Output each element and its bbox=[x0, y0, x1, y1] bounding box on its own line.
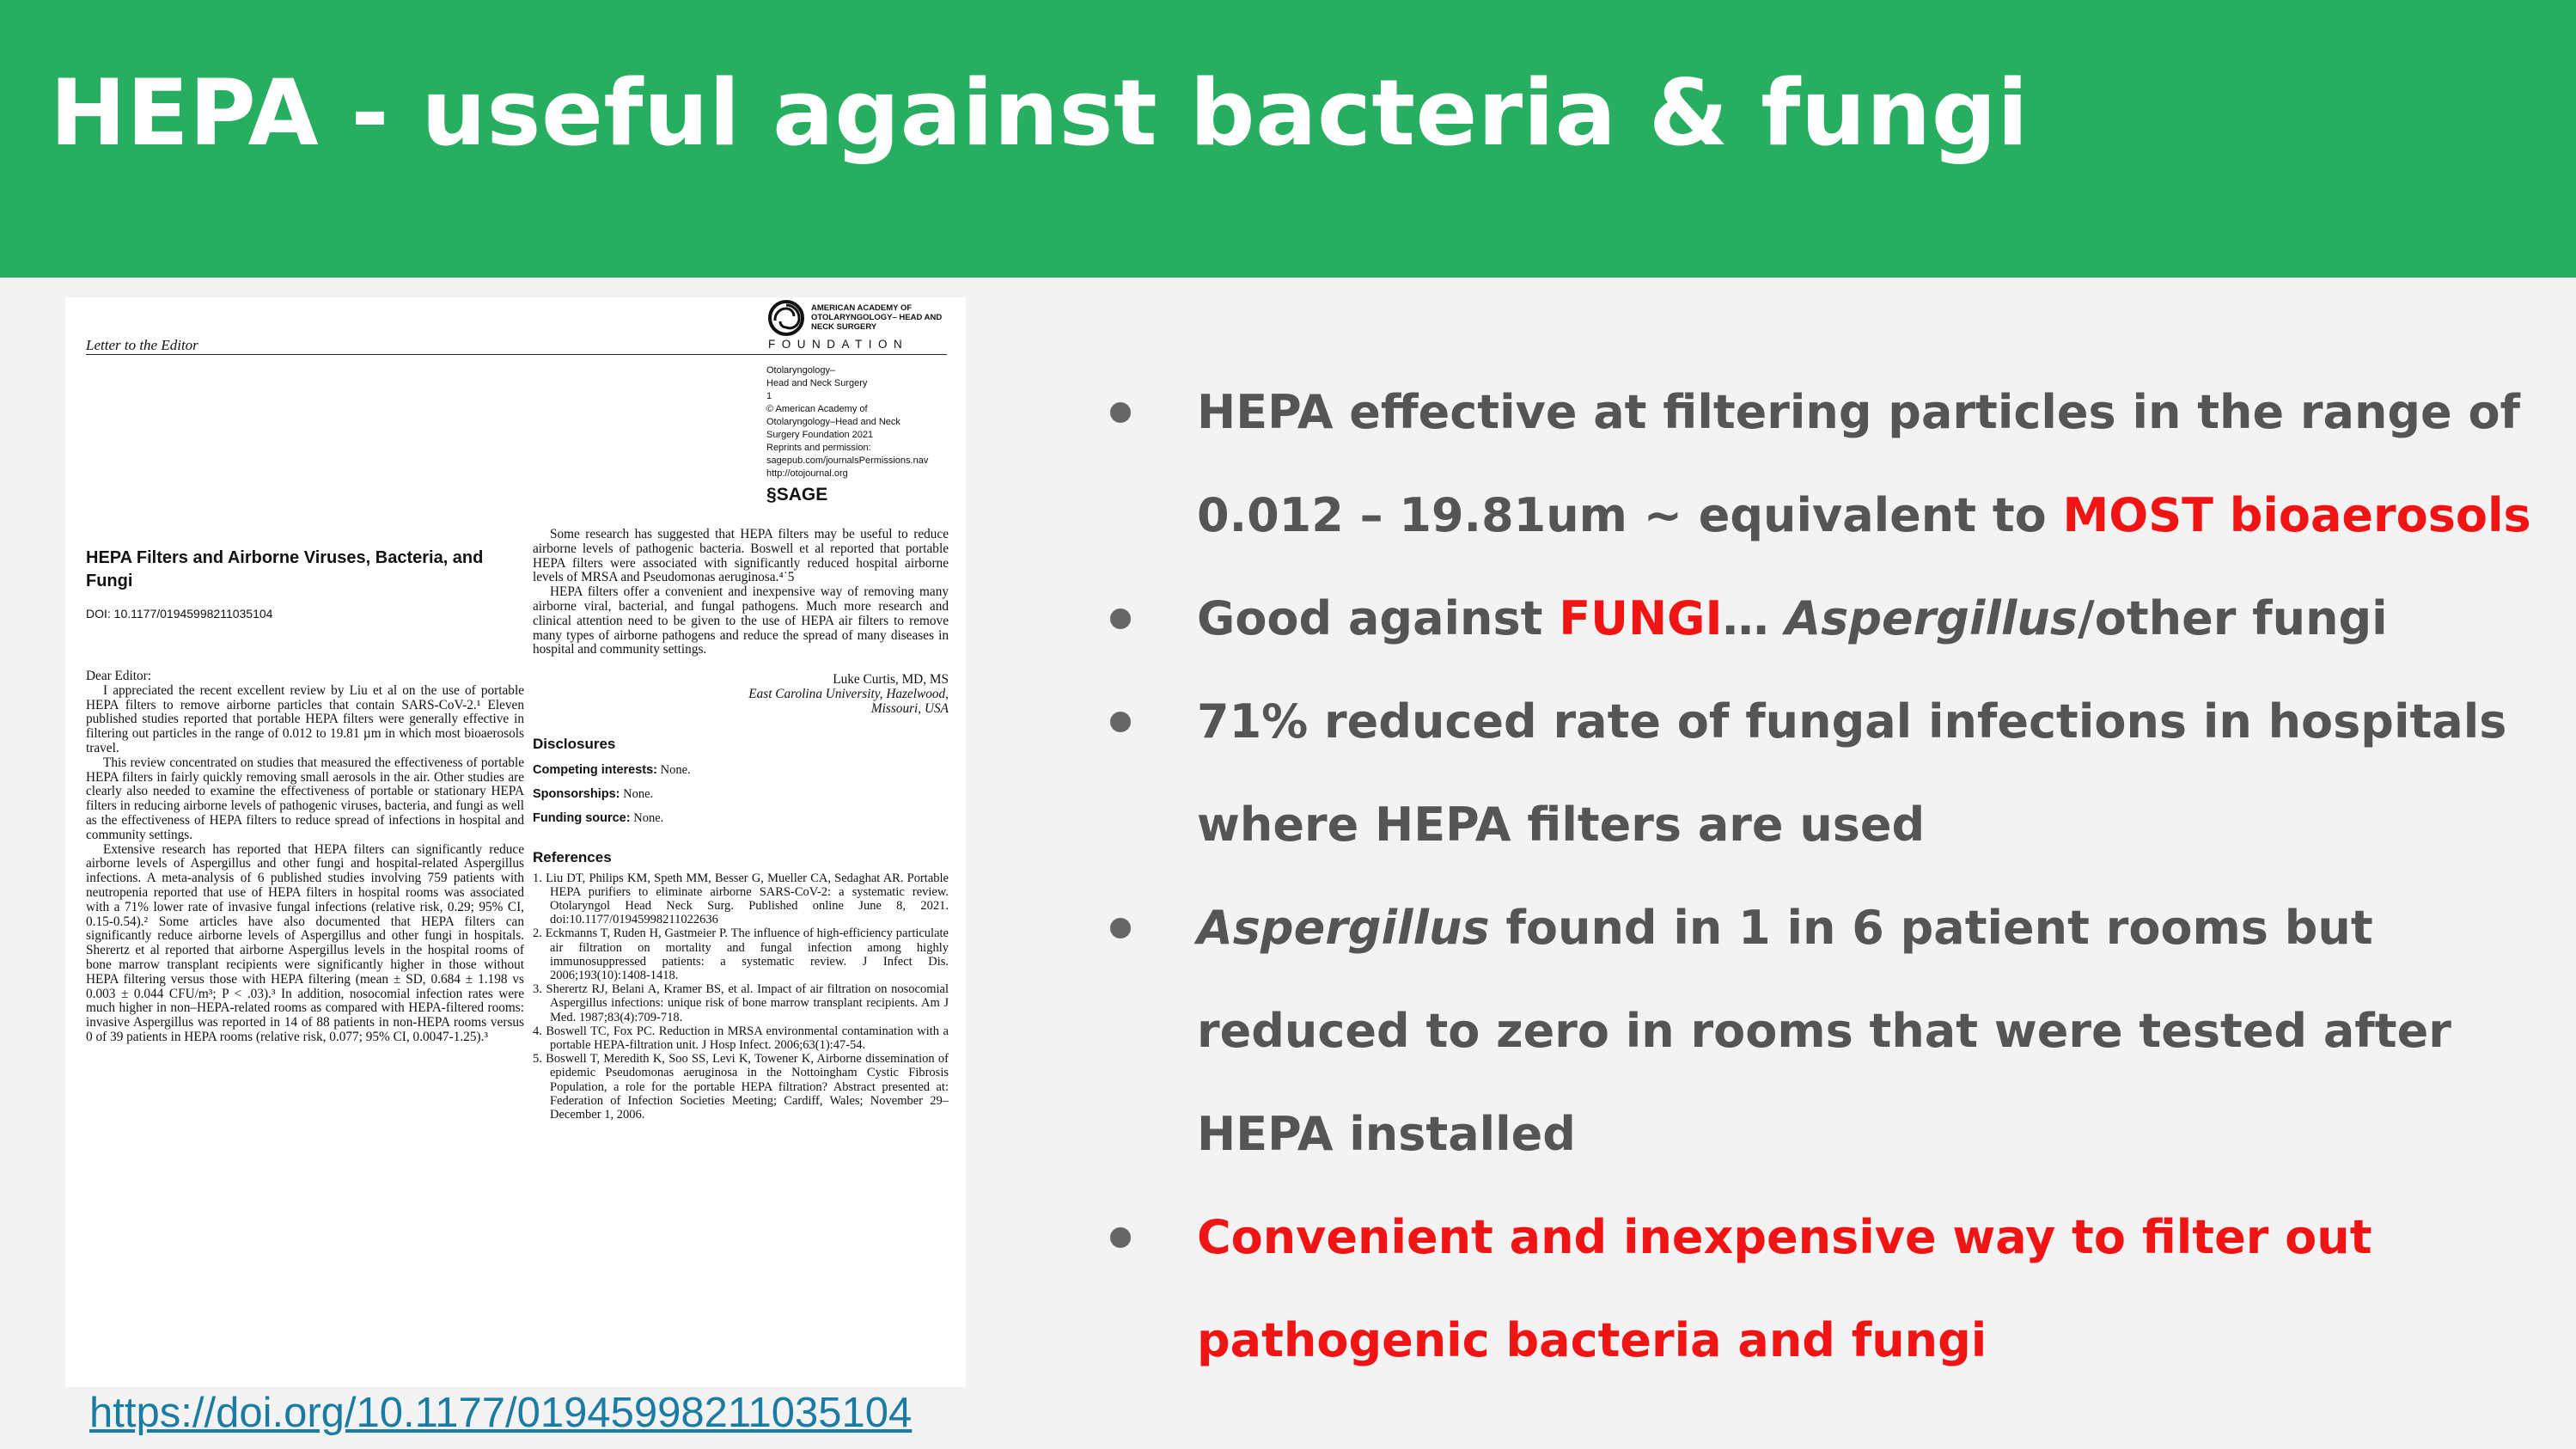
reference-item: 5. Boswell T, Meredith K, Soo SS, Levi K, Towener K, Airborne dissemination of epidemic Pseudomonas aeruginosa in the Nottoingham Cystic Fibrosis Population, a role for the portable HEPA filtration? Abstract presented at: Federation of Infection Societies Meeting; Cardiff, Wales; November 29–December 1, 2006. bbox=[533, 1052, 949, 1122]
bullet-item bbox=[1110, 567, 2554, 670]
swirl-icon bbox=[768, 300, 804, 336]
journal-info: Otolaryngology– Head and Neck Surgery 1 © American Academy of Otolaryngology–Head and Neck Surgery Foundation 2021 Reprints and permission: sagepub.com/journalsPermissions.nav http://otojournal.org bbox=[766, 365, 929, 479]
bullet-dot-icon bbox=[1110, 1227, 1131, 1248]
bullet-text: HEPA effective at filtering particles in the range of 0.012 – 19.81um ~ equivalent to bbox=[1197, 385, 2521, 542]
sage-label: SAGE bbox=[776, 485, 828, 504]
bullet-text: … bbox=[1722, 591, 1785, 645]
reference-item: 2. Eckmanns T, Ruden H, Gastmeier P. The influence of high-efficiency particulate air filtration on mortality and fungal infection among highly immunosuppressed patients: a systematic review. J Infect Dis. 2006;193(10):1408-1418. bbox=[533, 926, 949, 982]
author-name: Luke Curtis, MD, MS bbox=[833, 672, 949, 688]
article-doi: DOI: 10.1177/01945998211035104 bbox=[86, 607, 273, 621]
disclosure-label: Sponsorships: bbox=[533, 786, 620, 801]
bullet-emphasis: MOST bioaerosols bbox=[2062, 488, 2531, 542]
reference-item: 4. Boswell TC, Fox PC. Reduction in MRSA environmental contamination with a portable HEPA-filtration unit. J Hosp Infect. 2006;63(1):47-54. bbox=[533, 1024, 949, 1052]
author-affiliation: East Carolina University, Hazelwood, Missouri, USA bbox=[748, 686, 949, 716]
reference-item: 3. Sherertz RJ, Belani A, Kramer BS, et al. Impact of air filtration on nosocomial Aspergillus infections: unique risk of bone marrow transplant recipients. Am J Med. 1987;83(4):709-718. bbox=[533, 982, 949, 1024]
disclosure-item bbox=[533, 758, 949, 782]
bullet-item bbox=[1110, 1186, 2554, 1392]
doi-link[interactable]: https://doi.org/10.1177/01945998211035104 bbox=[89, 1390, 913, 1436]
bullet-italic: Aspergillus bbox=[1197, 901, 1490, 955]
bullet-text: found in 1 in 6 patient rooms but reduced to zero in rooms that were tested after HEPA installed bbox=[1197, 901, 2451, 1161]
paragraph: This review concentrated on studies that measured the effectiveness of portable HEPA filters in fairly quickly removing small aerosols in the air. Other studies are clearly also needed to examine the effectiveness of portable or stationary HEPA filters in reducing airborne levels of pathogenic viruses, bacteria, and fungi as well as the effectiveness of HEPA filters to reduce spread of infections in hospital and community settings. bbox=[86, 755, 524, 842]
bullet-dot-icon bbox=[1110, 712, 1131, 732]
bullet-text: /other fungi bbox=[2078, 591, 2388, 645]
disclosure-item bbox=[533, 806, 949, 830]
greeting: Dear Editor: bbox=[86, 669, 152, 683]
sage-logo bbox=[766, 485, 827, 505]
disclosure-label: Funding source: bbox=[533, 810, 631, 825]
bullet-text: 71% reduced rate of fungal infections in hospitals where HEPA filters are used bbox=[1197, 694, 2507, 852]
bullet-dot-icon bbox=[1110, 402, 1131, 423]
aao-hns-logo bbox=[768, 300, 966, 355]
bullet-italic: Aspergillus bbox=[1785, 591, 2079, 645]
bullet-list bbox=[1110, 361, 2554, 1392]
bullet-emphasis: FUNGI bbox=[1559, 591, 1723, 645]
references-heading: References bbox=[533, 848, 612, 865]
disclosure-value: None. bbox=[660, 762, 691, 777]
bullet-dot-icon bbox=[1110, 918, 1131, 938]
bullet-item bbox=[1110, 670, 2554, 877]
bullet-item bbox=[1110, 361, 2554, 567]
disclosures-heading: Disclosures bbox=[533, 735, 616, 752]
slide-title: HEPA - useful against bacteria & fungi bbox=[50, 60, 2030, 166]
sage-mark-icon: § bbox=[766, 485, 777, 504]
org-name: AMERICAN ACADEMY OF OTOLARYNGOLOGY– HEAD AND NECK SURGERY bbox=[811, 303, 943, 332]
paragraph: Extensive research has reported that HEPA filters can significantly reduce airborne levels of Aspergillus and other fungi and hospital-related Aspergillus infections. A meta-analysis of 6 published studies involving 759 patients with neutropenia reported that use of HEPA filters in hospital rooms was associated with a 71% lower rate of invasive fungal infections (relative risk, 0.29; 95% CI, 0.15-0.54).² Some articles have also documented that HEPA filters can significantly reduce airborne levels of Aspergillus and other fungi in hospitals. Sherertz et al reported that airborne Aspergillus levels in the hospital rooms of bone marrow transplant recipients were significantly higher in those without HEPA filtering versus those with HEPA filtering (mean ± SD, 0.684 ± 1.198 vs 0.003 ± 0.044 CFU/m³; P < .03).³ In addition, nosocomial infection rates were much higher in non–HEPA-related rooms as compared with HEPA-filtered rooms: invasive Aspergillus was reported in 14 of 88 patients in non-HEPA rooms versus 0 of 39 patients in HEPA rooms (relative risk, 0.077; 95% CI, 0.0047-1.25).³ bbox=[86, 841, 524, 1044]
disclosure-value: None. bbox=[623, 786, 654, 801]
letter-type: Letter to the Editor bbox=[86, 337, 198, 353]
letter-column-right bbox=[533, 528, 949, 1122]
bullet-item bbox=[1110, 877, 2554, 1186]
disclosure-value: None. bbox=[633, 810, 664, 825]
article-title: HEPA Filters and Airborne Viruses, Bacteria, and Fungi bbox=[86, 548, 484, 590]
paragraph: I appreciated the recent excellent review by Liu et al on the use of portable HEPA filters to remove airborne particles that contain SARS-CoV-2.¹ Eleven published studies reported that portable HEPA filters were generally effective in filtering out particles in the range of 0.012 to 19.81 µm in which most bioaerosols travel. bbox=[86, 682, 524, 755]
paragraph: HEPA filters offer a convenient and inexpensive way of removing many airborne viral, bacterial, and fungal pathogens. Much more research and clinical attention need to be given to the use of HEPA air filters to remove many types of airborne pathogens and reduce the spread of many diseases in hospital and community settings. bbox=[533, 584, 949, 657]
letter-column-left bbox=[86, 547, 524, 1045]
disclosure-item bbox=[533, 782, 949, 806]
bullet-emphasis: Convenient and inexpensive way to filter out pathogenic bacteria and fungi bbox=[1197, 1210, 2372, 1367]
letter-image bbox=[65, 297, 966, 1387]
disclosure-label: Competing interests: bbox=[533, 762, 658, 777]
bullet-dot-icon bbox=[1110, 608, 1131, 629]
foundation-label: FOUNDATION bbox=[768, 338, 909, 351]
reference-item: 1. Liu DT, Philips KM, Speth MM, Besser G, Mueller CA, Sedaghat AR. Portable HEPA purifiers to eliminate airborne SARS-CoV-2: a systematic review. Otolaryngol Head Neck Surg. Published online June 8, 2021. doi:10.1177/01945998211022636 bbox=[533, 871, 949, 927]
title-bar bbox=[0, 0, 2576, 278]
bullet-text: Good against bbox=[1197, 591, 1560, 645]
paragraph: Some research has suggested that HEPA filters may be useful to reduce airborne levels of pathogenic bacteria. Boswell et al reported that portable HEPA filters were associated with significantly reduced hospital airborne levels of MRSA and Pseudomonas aeruginosa.⁴˙5 bbox=[533, 527, 949, 585]
